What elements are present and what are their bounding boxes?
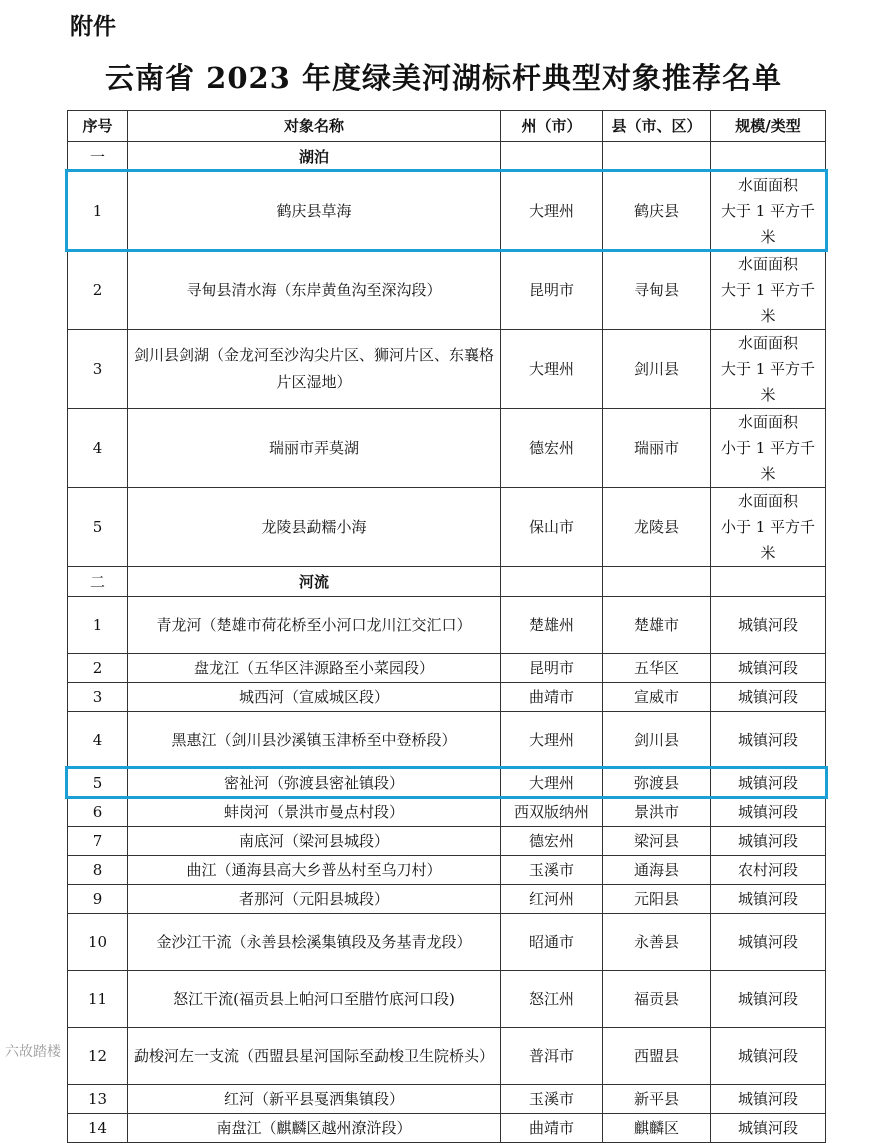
- row-scale: 城镇河段: [711, 712, 826, 769]
- section-index: 一: [68, 142, 128, 172]
- row-name: 瑞丽市弄莫湖: [128, 409, 501, 488]
- row-name: 龙陵县勐糯小海: [128, 488, 501, 567]
- table-row: [68, 251, 826, 330]
- row-prefecture: 德宏州: [501, 827, 603, 856]
- attachment-label: 附件: [70, 14, 116, 40]
- row-scale: 水面面积 大于 1 平方千米: [711, 172, 826, 251]
- row-name: 剑川县剑湖（金龙河至沙沟尖片区、狮河片区、东襄格片区湿地）: [128, 330, 501, 409]
- row-name: 金沙江干流（永善县桧溪集镇段及务基青龙段）: [128, 914, 501, 971]
- row-no: 5: [68, 769, 128, 798]
- row-no: 8: [68, 856, 128, 885]
- table-row: [68, 597, 826, 654]
- row-prefecture: 德宏州: [501, 409, 603, 488]
- row-name: 青龙河（楚雄市荷花桥至小河口龙川江交汇口）: [128, 597, 501, 654]
- row-prefecture: 大理州: [501, 330, 603, 409]
- table-row: [68, 827, 826, 856]
- row-prefecture: 曲靖市: [501, 683, 603, 712]
- row-prefecture: 楚雄州: [501, 597, 603, 654]
- row-no: 4: [68, 409, 128, 488]
- row-name: 蚌岗河（景洪市曼点村段）: [128, 798, 501, 827]
- row-scale: 水面面积 大于 1 平方千米: [711, 330, 826, 409]
- row-county: 梁河县: [603, 827, 711, 856]
- table-row: [68, 488, 826, 567]
- row-prefecture: 大理州: [501, 769, 603, 798]
- row-prefecture: 怒江州: [501, 971, 603, 1028]
- row-county: 永善县: [603, 914, 711, 971]
- header-county: 县（市、区）: [603, 111, 711, 142]
- row-scale: 农村河段: [711, 856, 826, 885]
- header-scale: 规模/类型: [711, 111, 826, 142]
- row-prefecture: 昭通市: [501, 914, 603, 971]
- row-prefecture: 昆明市: [501, 654, 603, 683]
- row-no: 12: [68, 1028, 128, 1085]
- row-no: 5: [68, 488, 128, 567]
- row-county: 通海县: [603, 856, 711, 885]
- row-scale: 水面面积 大于 1 平方千米: [711, 251, 826, 330]
- row-prefecture: 玉溪市: [501, 1085, 603, 1114]
- table-row: [68, 683, 826, 712]
- section-row: [68, 142, 826, 172]
- row-county: 西盟县: [603, 1028, 711, 1085]
- row-no: 9: [68, 885, 128, 914]
- table-row: [68, 856, 826, 885]
- row-prefecture: 曲靖市: [501, 1114, 603, 1143]
- row-no: 1: [68, 172, 128, 251]
- row-county: 五华区: [603, 654, 711, 683]
- table-header-row: [68, 111, 826, 142]
- row-no: 4: [68, 712, 128, 769]
- row-county: 弥渡县: [603, 769, 711, 798]
- row-county: 剑川县: [603, 330, 711, 409]
- row-county: 新平县: [603, 1085, 711, 1114]
- row-name: 城西河（宣威城区段）: [128, 683, 501, 712]
- row-no: 6: [68, 798, 128, 827]
- table-row: [68, 885, 826, 914]
- section-name: 湖泊: [128, 142, 501, 172]
- row-no: 2: [68, 251, 128, 330]
- row-name: 红河（新平县戛洒集镇段）: [128, 1085, 501, 1114]
- row-no: 7: [68, 827, 128, 856]
- header-no: 序号: [68, 111, 128, 142]
- table-row: [68, 1114, 826, 1143]
- table-row: [68, 971, 826, 1028]
- row-name: 黑惠江（剑川县沙溪镇玉津桥至中登桥段）: [128, 712, 501, 769]
- row-name: 鹤庆县草海: [128, 172, 501, 251]
- section-name: 河流: [128, 567, 501, 597]
- table-row: [68, 712, 826, 769]
- row-prefecture: 昆明市: [501, 251, 603, 330]
- row-prefecture: 红河州: [501, 885, 603, 914]
- empty-cell: [501, 567, 603, 597]
- empty-cell: [603, 567, 711, 597]
- row-prefecture: 西双版纳州: [501, 798, 603, 827]
- row-scale: 城镇河段: [711, 654, 826, 683]
- table-row: [68, 1085, 826, 1114]
- table-row: [68, 409, 826, 488]
- row-scale: 城镇河段: [711, 1028, 826, 1085]
- highlight-box-lake-1: [65, 169, 828, 252]
- row-name: 寻甸县清水海（东岸黄鱼沟至深沟段）: [128, 251, 501, 330]
- row-prefecture: 普洱市: [501, 1028, 603, 1085]
- table-row: [68, 330, 826, 409]
- row-scale: 城镇河段: [711, 1085, 826, 1114]
- row-scale: 城镇河段: [711, 597, 826, 654]
- row-scale: 城镇河段: [711, 914, 826, 971]
- header-prefecture: 州（市）: [501, 111, 603, 142]
- table-row: [68, 654, 826, 683]
- row-scale: 城镇河段: [711, 971, 826, 1028]
- row-scale: 城镇河段: [711, 827, 826, 856]
- row-name: 者那河（元阳县城段）: [128, 885, 501, 914]
- row-county: 鹤庆县: [603, 172, 711, 251]
- header-name: 对象名称: [128, 111, 501, 142]
- empty-cell: [711, 142, 826, 172]
- row-scale: 城镇河段: [711, 683, 826, 712]
- row-scale: 水面面积 小于 1 平方千米: [711, 488, 826, 567]
- row-county: 剑川县: [603, 712, 711, 769]
- row-county: 元阳县: [603, 885, 711, 914]
- row-name: 南底河（梁河县城段）: [128, 827, 501, 856]
- recommendation-table: [67, 110, 826, 1143]
- table-body: [68, 142, 826, 1143]
- table-row: [68, 798, 826, 827]
- row-county: 楚雄市: [603, 597, 711, 654]
- section-index: 二: [68, 567, 128, 597]
- table-row: [68, 914, 826, 971]
- empty-cell: [501, 142, 603, 172]
- highlight-box-river-5: [65, 766, 828, 799]
- row-prefecture: 大理州: [501, 712, 603, 769]
- row-county: 麒麟区: [603, 1114, 711, 1143]
- watermark: 六故踏楼: [5, 1044, 61, 1060]
- row-scale: 城镇河段: [711, 885, 826, 914]
- page-title: 云南省 2023 年度绿美河湖标杆典型对象推荐名单: [105, 61, 782, 95]
- row-name: 勐梭河左一支流（西盟县星河国际至勐梭卫生院桥头）: [128, 1028, 501, 1085]
- row-name: 曲江（通海县高大乡普丛村至乌刀村）: [128, 856, 501, 885]
- section-row: [68, 567, 826, 597]
- empty-cell: [603, 142, 711, 172]
- row-no: 14: [68, 1114, 128, 1143]
- row-county: 福贡县: [603, 971, 711, 1028]
- row-no: 3: [68, 330, 128, 409]
- row-county: 景洪市: [603, 798, 711, 827]
- row-no: 13: [68, 1085, 128, 1114]
- row-county: 宣威市: [603, 683, 711, 712]
- row-scale: 水面面积 小于 1 平方千米: [711, 409, 826, 488]
- row-scale: 城镇河段: [711, 1114, 826, 1143]
- row-name: 密祉河（弥渡县密祉镇段）: [128, 769, 501, 798]
- row-no: 2: [68, 654, 128, 683]
- row-no: 11: [68, 971, 128, 1028]
- row-name: 南盘江（麒麟区越州潦浒段）: [128, 1114, 501, 1143]
- table-row: [68, 1028, 826, 1085]
- row-name: 怒江干流(福贡县上帕河口至腊竹底河口段): [128, 971, 501, 1028]
- row-no: 1: [68, 597, 128, 654]
- row-scale: 城镇河段: [711, 798, 826, 827]
- row-no: 10: [68, 914, 128, 971]
- row-prefecture: 大理州: [501, 172, 603, 251]
- empty-cell: [711, 567, 826, 597]
- row-county: 寻甸县: [603, 251, 711, 330]
- row-no: 3: [68, 683, 128, 712]
- row-prefecture: 保山市: [501, 488, 603, 567]
- row-scale: 城镇河段: [711, 769, 826, 798]
- row-county: 瑞丽市: [603, 409, 711, 488]
- row-county: 龙陵县: [603, 488, 711, 567]
- row-name: 盘龙江（五华区沣源路至小菜园段）: [128, 654, 501, 683]
- row-prefecture: 玉溪市: [501, 856, 603, 885]
